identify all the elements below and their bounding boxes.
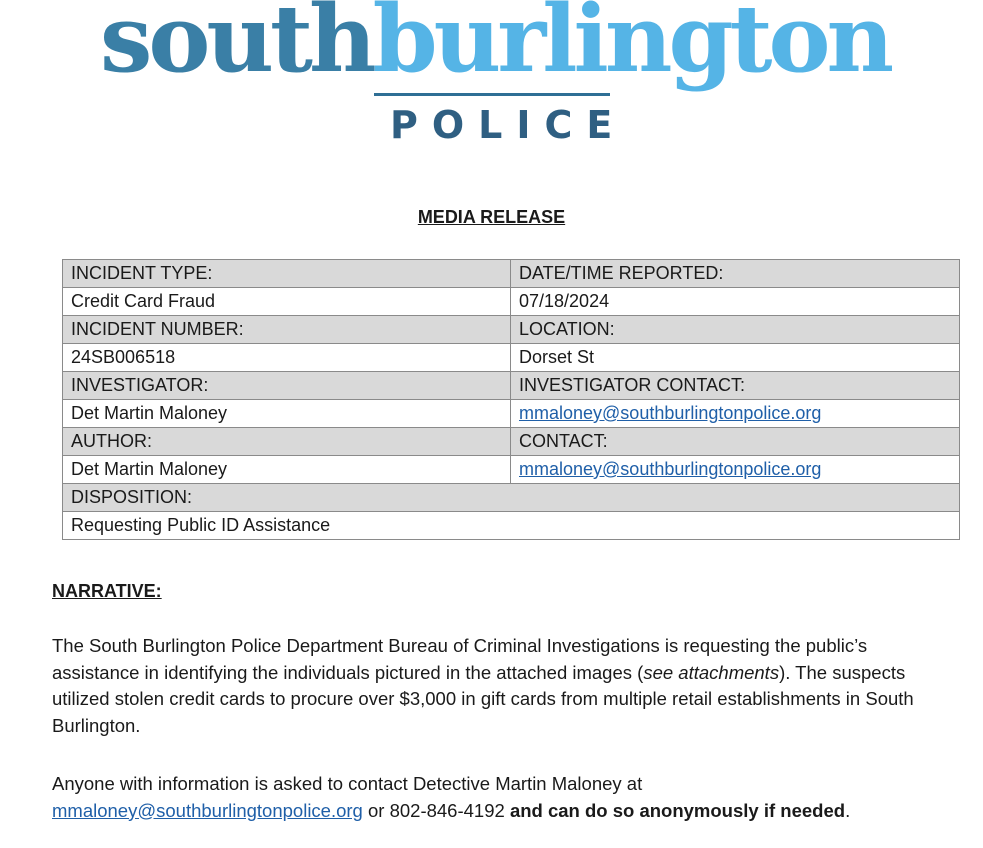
table-row — [63, 260, 960, 288]
table-row — [63, 344, 960, 372]
investigator-contact-cell — [511, 400, 960, 428]
investigator-label: INVESTIGATOR: — [63, 372, 511, 400]
narrative-text: The South Burlington Police Department Bureau of Criminal Investigations is requesting the public’s assistance in identifying the individuals pictured in the attached images ( — [52, 635, 868, 683]
contact-intro-text: Anyone with information is asked to contact Detective Martin Maloney at — [52, 773, 643, 794]
narrative-paragraph — [52, 633, 942, 739]
contact-email-link[interactable]: mmaloney@southburlingtonpolice.org — [519, 459, 822, 479]
logo-word-south: south — [100, 0, 373, 93]
narrative-italic-text: see attachments — [643, 661, 780, 683]
logo-wordmark — [100, 0, 891, 93]
incident-number-value: 24SB006518 — [63, 344, 511, 372]
phone-text: or 802-846-4192 — [362, 799, 510, 821]
table-row — [63, 400, 960, 428]
document-title: MEDIA RELEASE — [417, 207, 566, 227]
author-value: Det Martin Maloney — [63, 456, 511, 484]
contact-label: CONTACT: — [511, 428, 960, 456]
table-row — [63, 372, 960, 400]
investigator-value: Det Martin Maloney — [63, 400, 511, 428]
incident-number-label: INCIDENT NUMBER: — [63, 316, 511, 344]
author-label: AUTHOR: — [63, 428, 511, 456]
table-row — [63, 484, 960, 512]
logo-word-burlington: burlington — [372, 0, 891, 93]
narrative-heading: NARRATIVE: — [52, 581, 162, 601]
disposition-label: DISPOSITION: — [63, 484, 960, 512]
disposition-value: Requesting Public ID Assistance — [63, 512, 960, 540]
date-reported-value: 07/18/2024 — [511, 288, 960, 316]
logo-police-text: POLICE — [390, 103, 627, 147]
contact-cell — [511, 456, 960, 484]
location-label: LOCATION: — [511, 316, 960, 344]
logo-divider — [374, 93, 610, 96]
location-value: Dorset St — [511, 344, 960, 372]
date-reported-label: DATE/TIME REPORTED: — [511, 260, 960, 288]
table-row — [63, 456, 960, 484]
contact-paragraph — [52, 771, 942, 824]
table-row — [63, 288, 960, 316]
table-row — [63, 316, 960, 344]
investigator-email-link[interactable]: mmaloney@southburlingtonpolice.org — [519, 403, 822, 423]
department-logo — [0, 0, 983, 160]
incident-type-value: Credit Card Fraud — [63, 288, 511, 316]
table-row — [63, 428, 960, 456]
table-row — [63, 512, 960, 540]
period-text: . — [845, 799, 851, 821]
incident-type-label: INCIDENT TYPE: — [63, 260, 511, 288]
investigator-contact-label: INVESTIGATOR CONTACT: — [511, 372, 960, 400]
narrative-text: ). The suspects utilized stolen credit cards to procure over $3,000 in gift cards from multiple retail establishments in South Burlington. — [52, 661, 914, 736]
incident-info-table — [62, 259, 960, 540]
narrative-email-link[interactable]: mmaloney@southburlingtonpolice.org — [52, 799, 363, 821]
anonymous-note: and can do so anonymously if needed — [509, 799, 846, 821]
